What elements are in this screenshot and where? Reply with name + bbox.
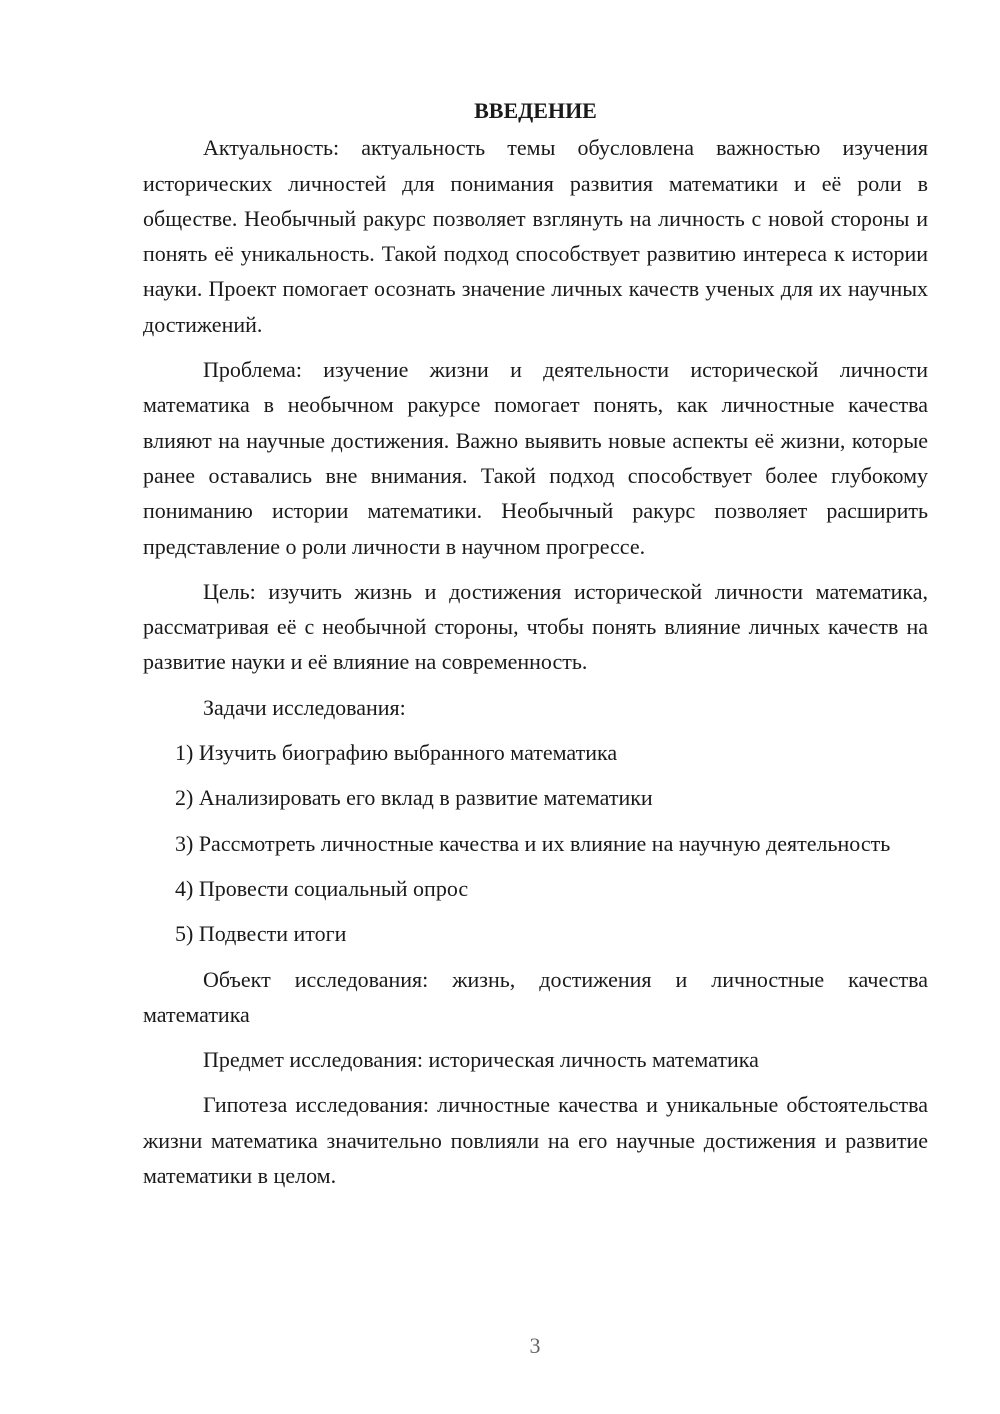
hypothesis-paragraph: Гипотеза исследования: личностные качества и уникальные обстоятельства жизни математика значительно повлияли на его научные достижения и развитие математики в целом. bbox=[143, 1092, 928, 1189]
page-number: 3 bbox=[529, 1333, 541, 1358]
object-paragraph: Объект исследования: жизнь, достижения и личностные качества математика bbox=[143, 966, 928, 1027]
tasks-heading: Задачи исследования: bbox=[203, 694, 406, 720]
task-item: 5) Подвести итоги bbox=[175, 921, 347, 947]
task-item: 4) Провести социальный опрос bbox=[175, 875, 469, 901]
subject-paragraph: Предмет исследования: историческая личность математика bbox=[203, 1047, 759, 1073]
task-item: 1) Изучить биографию выбранного математика bbox=[175, 740, 618, 766]
problem-paragraph: Проблема: изучение жизни и деятельности исторической личности математика в необычном ракурсе помогает понять, как личностные качества влияют на научные достижения. Важно выявить новые аспекты её жизни, которые ранее оставались вне внимания. Такой подход способствует более глубокому пониманию истории математики. Необычный ракурс позволяет расширить представление о роли личности в научном прогрессе. bbox=[143, 357, 928, 559]
goal-paragraph: Цель: изучить жизнь и достижения исторической личности математика, рассматривая её с необычной стороны, чтобы понять влияние личных качеств на развитие науки и её влияние на современность. bbox=[143, 578, 928, 675]
relevance-paragraph: Актуальность: актуальность темы обусловлена важностью изучения исторических личностей для понимания развития математики и её роли в обществе. Необычный ракурс позволяет взглянуть на личность с новой стороны и понять её уникальность. Такой подход способствует развитию интереса к истории науки. Проект помогает осознать значение личных качеств ученых для их научных достижений. bbox=[143, 135, 928, 337]
document-page bbox=[143, 93, 928, 1203]
task-item: 2) Анализировать его вклад в развитие математики bbox=[175, 785, 653, 811]
page-title: ВВЕДЕНИЕ bbox=[474, 98, 597, 123]
task-item: 3) Рассмотреть личностные качества и их влияние на научную деятельность bbox=[175, 830, 891, 856]
